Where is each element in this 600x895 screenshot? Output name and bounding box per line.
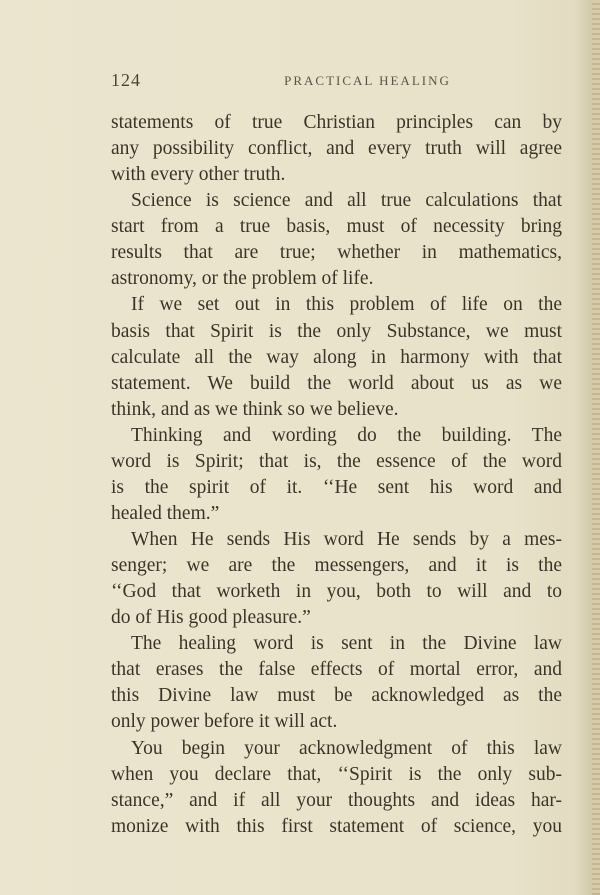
text-line: any possibility conflict, and every truth will agree <box>111 138 562 160</box>
paragraph <box>111 527 562 631</box>
text-line: stance,” and if all your thoughts and ideas har- <box>111 789 562 811</box>
text-line: When He sends His word He sends by a mes- <box>131 529 562 550</box>
text-line: If we set out in this problem of life on the <box>131 294 562 316</box>
text-line: that erases the false effects of mortal error, and <box>111 659 562 681</box>
text-line: word is Spirit; that is, the essence of the word <box>111 450 562 472</box>
paragraph <box>111 110 562 188</box>
text-line: senger; we are the messengers, and it is the <box>111 555 562 577</box>
page-edge <box>592 0 600 895</box>
page-number: 124 <box>111 70 141 90</box>
paragraph <box>111 736 562 840</box>
text-line: is the spirit of it. ‘‘He sent his word and <box>111 476 562 498</box>
text-line: astronomy, or the problem of life. <box>111 268 374 290</box>
paragraph <box>111 631 562 735</box>
text-line: You begin your acknowledgment of this law <box>131 737 562 759</box>
text-line: only power before it will act. <box>111 711 338 733</box>
text-line: basis that Spirit is the only Substance, we must <box>111 320 562 342</box>
text-line: The healing word is sent in the Divine law <box>131 633 562 655</box>
text-line: with every other truth. <box>111 164 286 186</box>
text-line: healed them.” <box>111 502 220 524</box>
text-line: ‘‘God that worketh in you, both to will and to <box>111 581 562 603</box>
text-line: think, and as we think so we believe. <box>111 398 399 420</box>
paragraph <box>111 292 562 422</box>
text-line: when you declare that, ‘‘Spirit is the only sub- <box>111 763 562 785</box>
text-line: Thinking and wording do the building. The <box>131 424 562 446</box>
paragraph <box>111 188 562 292</box>
page-body <box>111 110 562 840</box>
paragraph <box>111 423 562 527</box>
text-line: monize with this first statement of science, you <box>111 815 562 837</box>
text-line: calculate all the way along in harmony with that <box>111 346 562 368</box>
text-line: statements of true Christian principles can by <box>111 112 562 133</box>
text-line: start from a true basis, must of necessity bring <box>111 216 562 238</box>
running-title: PRACTICAL HEALING <box>284 73 451 88</box>
page-header <box>111 70 562 92</box>
text-line: do of His good pleasure.” <box>111 607 311 629</box>
text-line: results that are true; whether in mathematics, <box>111 242 562 264</box>
text-line: Science is science and all true calculations that <box>131 190 562 212</box>
text-line: statement. We build the world about us as we <box>111 372 562 394</box>
text-line: this Divine law must be acknowledged as the <box>111 685 562 707</box>
